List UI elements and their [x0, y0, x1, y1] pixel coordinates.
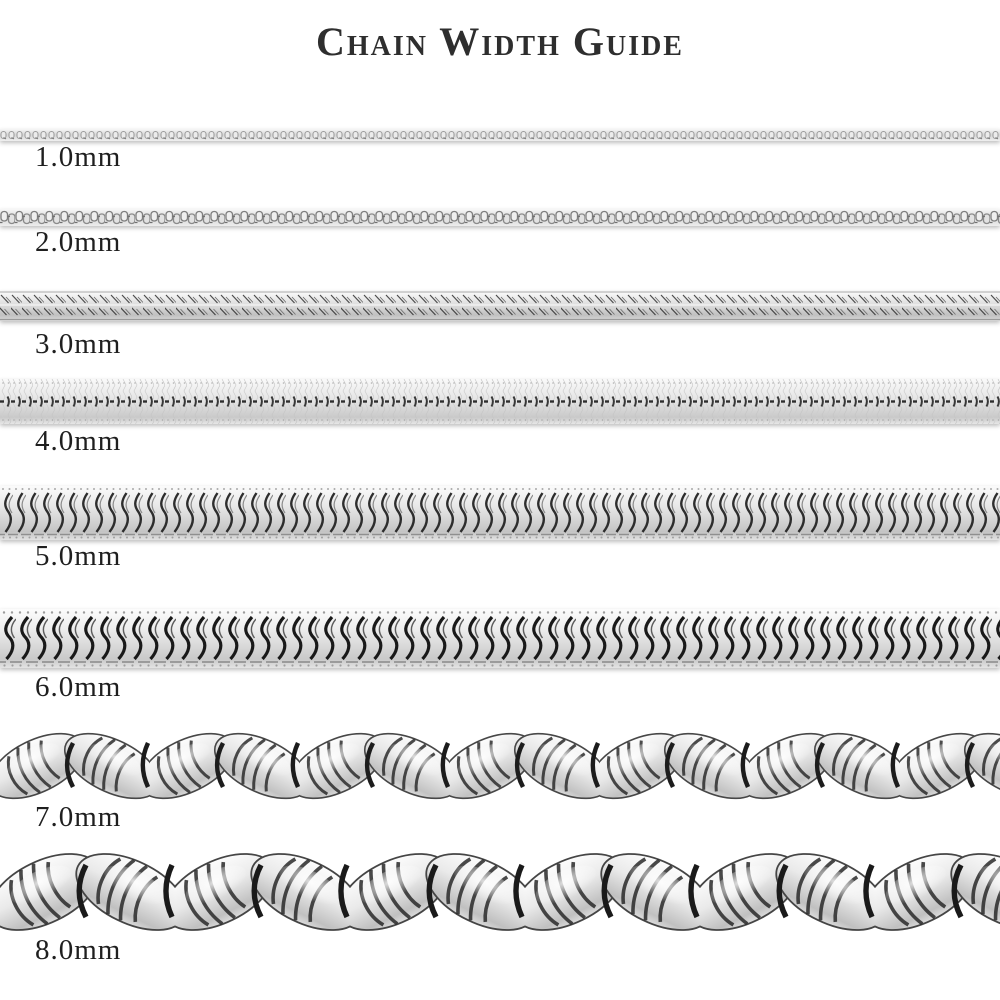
chain-width-label: 5.0mm: [35, 540, 122, 572]
chain-width-label: 6.0mm: [35, 671, 122, 703]
chain-width-label: 8.0mm: [35, 934, 122, 966]
chain-width-label: 1.0mm: [35, 141, 122, 173]
snake-chain-image: [0, 486, 1000, 540]
snake-chain-image: [0, 379, 1000, 424]
chain-width-label: 7.0mm: [35, 801, 122, 833]
rope-chain-image: [0, 846, 1000, 938]
snake-chain-image: [0, 291, 1000, 321]
box-chain-image: [0, 209, 1000, 226]
chain-width-label: 3.0mm: [35, 328, 122, 360]
rope-chain-image: [0, 727, 1000, 805]
snake-chain-image: [0, 609, 1000, 668]
page-title: Chain Width Guide: [316, 19, 684, 64]
chain-width-label: 4.0mm: [35, 425, 122, 457]
chain-width-label: 2.0mm: [35, 226, 122, 258]
box-chain-image: [0, 129, 1000, 141]
